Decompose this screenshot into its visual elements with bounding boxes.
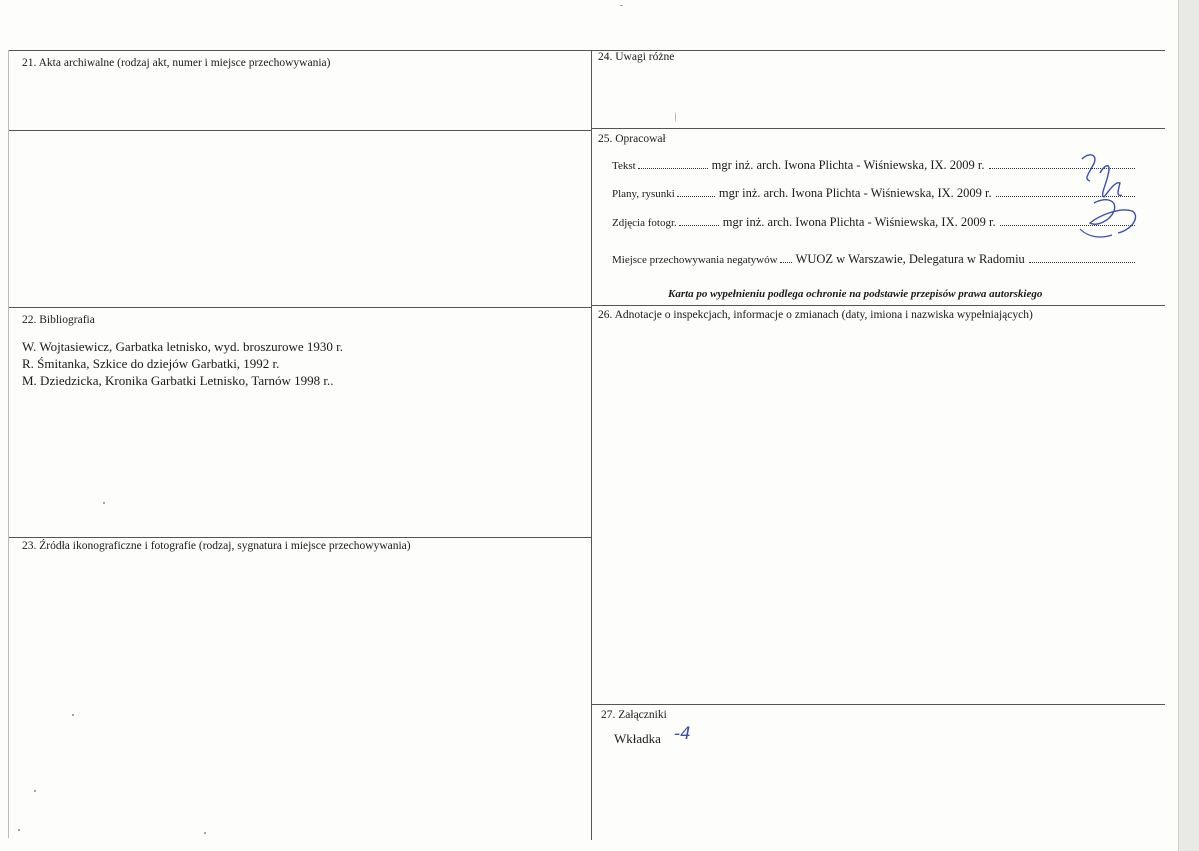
bibliografia-entry: R. Śmitanka, Szkice do dziejów Garbatki, 1992 r. <box>22 356 280 371</box>
field-tekst-value: mgr inż. arch. Iwona Plichta - Wiśniewska, IX. 2009 r. <box>711 158 985 172</box>
rule-top <box>8 50 1165 51</box>
adnotacje-label: 26. Adnotacje o inspekcjach, informacje o zmianach (daty, imiona i nazwiska wypełniających) <box>598 309 1033 321</box>
field-plany <box>612 186 1137 201</box>
scan-speck <box>72 714 74 716</box>
scan-speck <box>675 112 676 122</box>
rule-left-2 <box>8 307 591 308</box>
rule-right-1 <box>591 128 1165 129</box>
field-plany-value: mgr inż. arch. Iwona Plichta - Wiśniewska, IX. 2009 r. <box>718 186 992 200</box>
zalaczniki-typed: Wkładka <box>614 731 661 746</box>
scan-speck <box>34 790 36 792</box>
field-zdjecia <box>612 215 1137 230</box>
dotted-line <box>638 158 708 169</box>
scan-speck <box>620 5 623 6</box>
dotted-line <box>1029 252 1135 263</box>
field-negatywy <box>612 252 1137 267</box>
rule-left-edge <box>8 50 9 838</box>
zalaczniki-label: 27. Załączniki <box>601 709 667 721</box>
akta-label: 21. Akta archiwalne (rodzaj akt, numer i miejsce przechowywania) <box>22 57 331 69</box>
field-negatywy-value: WUOZ w Warszawie, Delegatura w Radomiu <box>795 252 1025 266</box>
dotted-line <box>677 186 715 197</box>
scan-edge <box>1178 0 1199 851</box>
scan-speck <box>18 829 20 831</box>
dotted-line <box>780 252 792 263</box>
zalaczniki-handwritten: -4 <box>674 724 691 744</box>
rule-right-2 <box>591 305 1165 306</box>
rule-center <box>591 50 592 840</box>
field-tekst-label: Tekst <box>612 160 636 172</box>
rule-right-3 <box>591 704 1165 705</box>
bibliografia-entry: W. Wojtasiewicz, Garbatka letnisko, wyd. broszurowe 1930 r. <box>22 339 343 354</box>
zrodla-label: 23. Źródła ikonograficzne i fotografie (rodzaj, sygnatura i miejsce przechowywania) <box>22 540 411 552</box>
uwagi-label: 24. Uwagi różne <box>598 51 675 63</box>
dotted-line <box>679 215 719 226</box>
rule-left-3 <box>8 537 591 538</box>
opracowal-label: 25. Opracował <box>598 133 666 145</box>
bibliografia-label: 22. Bibliografia <box>22 314 95 326</box>
field-zdjecia-value: mgr inż. arch. Iwona Plichta - Wiśniewska, IX. 2009 r. <box>722 215 996 229</box>
scan-speck <box>103 502 105 504</box>
field-zdjecia-label: Zdjęcia fotogr. <box>612 217 677 229</box>
copyright-notice: Karta po wypełnieniu podlega ochronie na podstawie przepisów prawa autorskiego <box>668 288 1043 300</box>
rule-left-1 <box>8 130 591 131</box>
scan-speck <box>204 832 206 834</box>
field-plany-label: Plany, rysunki <box>612 188 675 200</box>
bibliografia-entry: M. Dziedzicka, Kronika Garbatki Letnisko, Tarnów 1998 r.. <box>22 373 334 388</box>
field-negatywy-label: Miejsce przechowywania negatywów <box>612 254 778 266</box>
field-tekst <box>612 158 1137 173</box>
signature-icon <box>1060 145 1150 245</box>
